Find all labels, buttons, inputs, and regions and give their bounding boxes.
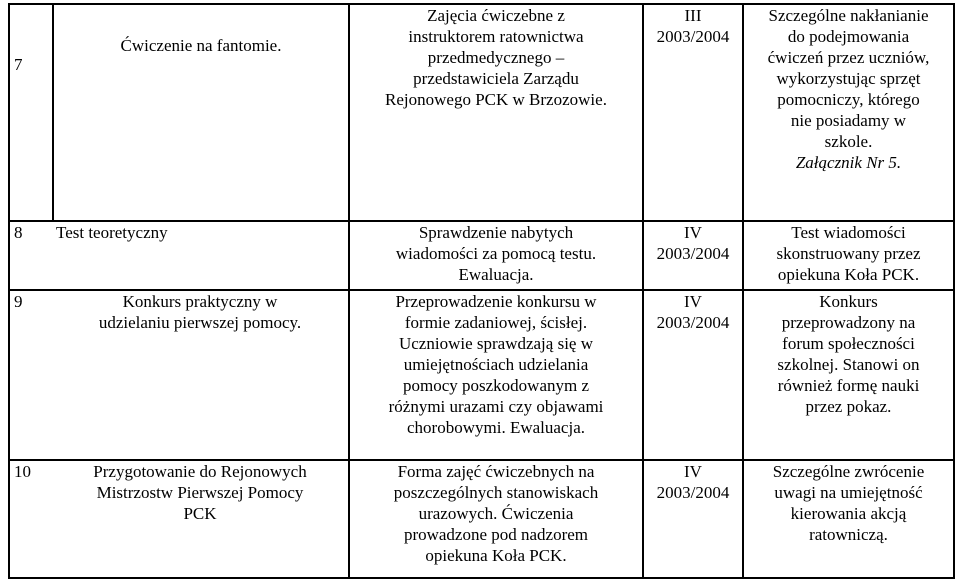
- table-row: [9, 290, 954, 460]
- description-cell: Przeprowadzenie konkursu w formie zadaniowej, ścisłej. Uczniowie sprawdzają się w umiejętnościach udzielania pomocy poszkodowanym z różnymi urazami czy objawami chorobowymi. Ewaluacja.: [349, 290, 643, 460]
- activity-cell: Ćwiczenie na fantomie.: [53, 4, 349, 221]
- attachment-reference: Załącznik Nr 5.: [795, 153, 902, 172]
- row-number: 10: [14, 462, 31, 481]
- row-number: 9: [14, 292, 23, 311]
- description-cell: Zajęcia ćwiczebne z instruktorem ratownictwa przedmedycznego – przedstawiciela Zarządu Rejonowego PCK w Brzozowie.: [349, 4, 643, 221]
- remarks-cell: Konkurs przeprowadzony na forum społeczności szkolnej. Stanowi on również formę nauki przez pokaz.: [743, 290, 954, 460]
- activity-cell: 9 Konkurs praktyczny w udzielaniu pierwszej pomocy.: [9, 290, 349, 460]
- table-row: [9, 4, 954, 221]
- remarks-cell: Szczególne zwrócenie uwagi na umiejętność kierowania akcją ratowniczą.: [743, 460, 954, 578]
- table-row: [9, 221, 954, 290]
- table-row: [9, 460, 954, 578]
- remarks-cell: Szczególne nakłanianie do podejmowania ćwiczeń przez uczniów, wykorzystując sprzęt pomocniczy, którego nie posiadamy w szkole. Załącznik Nr 5.: [743, 4, 954, 221]
- description-cell: Sprawdzenie nabytych wiadomości za pomocą testu. Ewaluacja.: [349, 221, 643, 290]
- term-cell: IV 2003/2004: [643, 290, 743, 460]
- term-cell: IV 2003/2004: [643, 221, 743, 290]
- remarks-cell: Test wiadomości skonstruowany przez opiekuna Koła PCK.: [743, 221, 954, 290]
- activity-cell: 8 Test teoretyczny: [9, 221, 349, 290]
- activity-plan-table: [8, 3, 955, 579]
- document-page: [8, 3, 955, 579]
- description-cell: Forma zajęć ćwiczebnych na poszczególnych stanowiskach urazowych. Ćwiczenia prowadzone pod nadzorem opiekuna Koła PCK.: [349, 460, 643, 578]
- term-cell: III 2003/2004: [643, 4, 743, 221]
- row-number: 7: [9, 4, 53, 221]
- row-number: 8: [14, 223, 23, 242]
- term-cell: IV 2003/2004: [643, 460, 743, 578]
- activity-cell: 10 Przygotowanie do Rejonowych Mistrzostw Pierwszej Pomocy PCK: [9, 460, 349, 578]
